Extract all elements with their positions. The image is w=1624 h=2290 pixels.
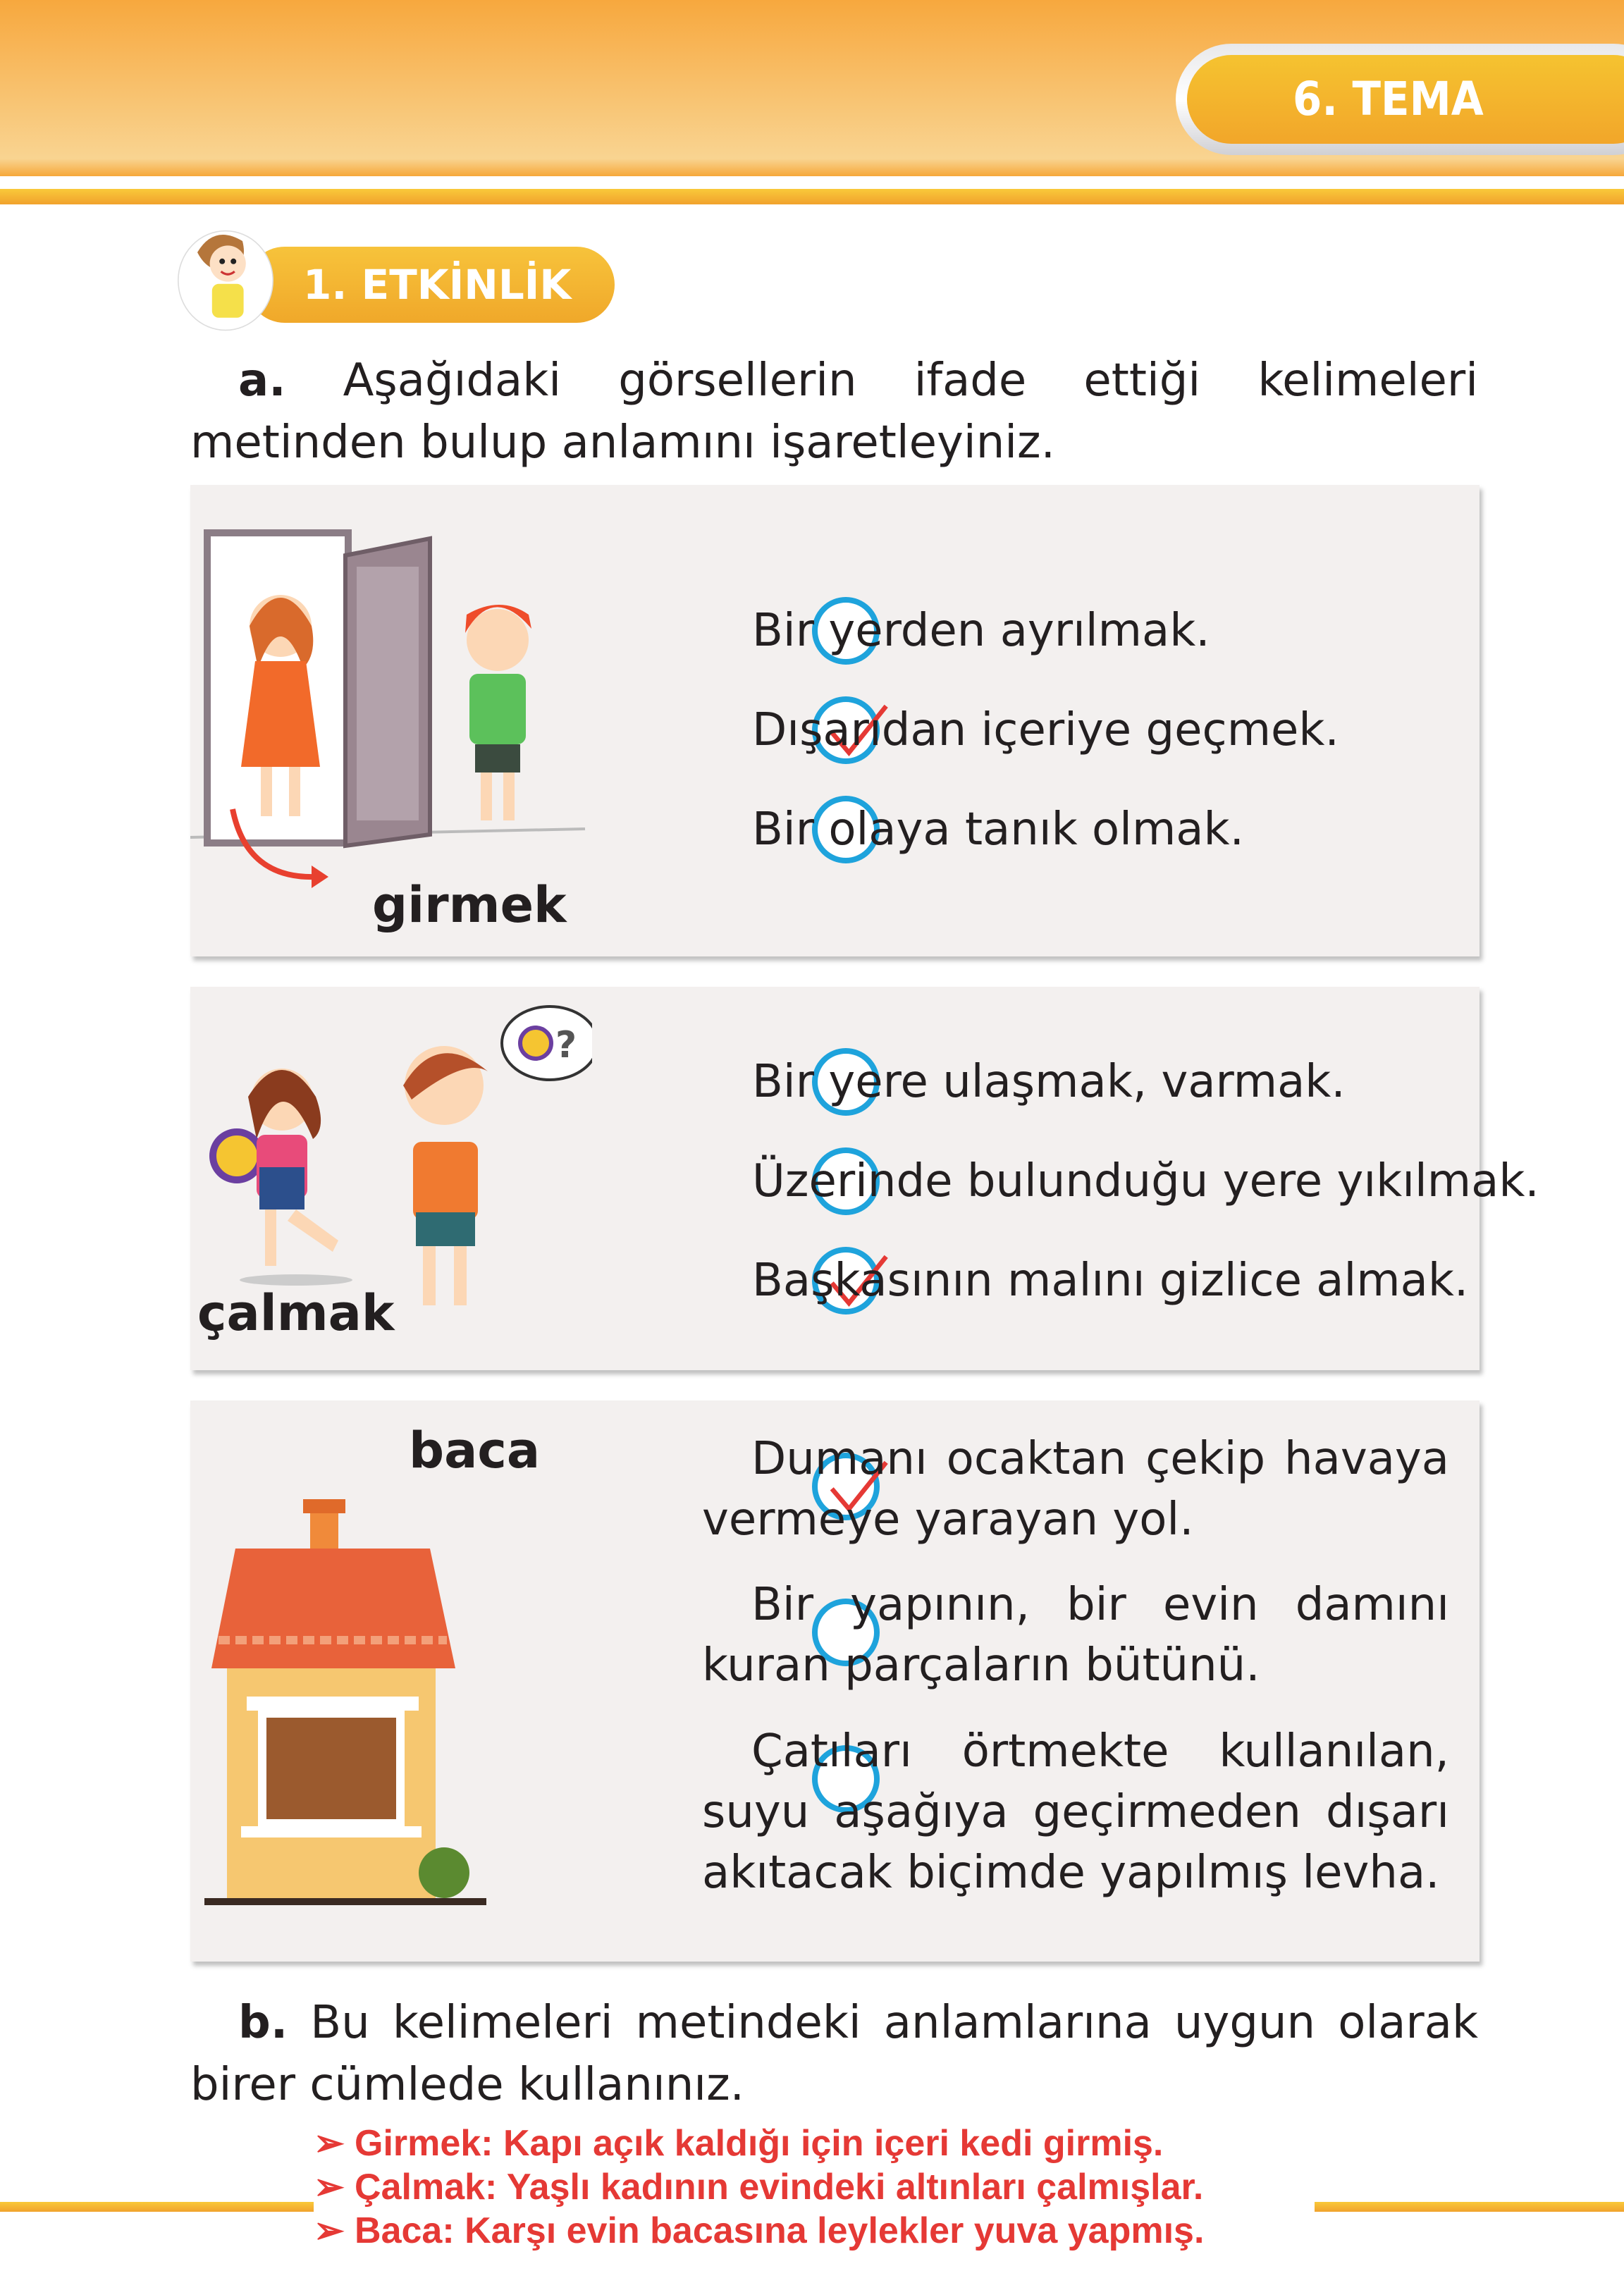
option-text: Çatıları örtmekte kullanılan, suyu aşağıya geçirmeden dışarı akıtacak biçimde yapılmış levha. [702,1725,1449,1899]
activity-title: 1. ETKİNLİK [303,261,572,309]
answer-item [314,2122,1315,2165]
answer-text: Girmek: Kapı açık kaldığı için içeri kedi girmiş. [355,2123,1164,2164]
svg-text:?: ? [555,1024,577,1066]
option-text: Dumanı ocaktan çekip havaya vermeye yarayan yol. [702,1433,1449,1546]
option-text: Dışarıdan içeriye geçmek. [752,704,1339,756]
door-kids-illustration [190,527,599,922]
word-label: baca [409,1422,541,1479]
item-card-calmak [190,987,1539,1370]
option-text: Bir yapının, bir evin damını kuran parçaların bütünü. [702,1579,1449,1692]
header-divider [0,189,1624,204]
answer-text: Baca: Karşı evin bacasına leylekler yuva yapmış. [355,2210,1205,2251]
option-text: Üzerinde bulunduğu yere yıkılmak. [752,1155,1539,1207]
option-text: Başkasının malını gizlice almak. [752,1255,1469,1307]
answers-list [314,2122,1315,2281]
answer-item [314,2209,1315,2253]
arrow-bullet-icon: ➢ [314,2210,355,2251]
instruction-b [190,1992,1478,2116]
part-b-label: b. [238,1997,288,2049]
arrow-bullet-icon: ➢ [314,2123,355,2164]
part-b-text: Bu kelimeleri metindeki anlamlarına uygun olarak birer cümlede kullanınız. [190,1997,1478,2111]
house-chimney-illustration [204,1492,599,1929]
option-text: Bir olaya tanık olmak. [752,804,1244,856]
instruction-a [190,350,1478,474]
part-a-label: a. [238,355,286,407]
answer-item [314,2165,1315,2209]
arrow-bullet-icon: ➢ [314,2167,355,2208]
word-label: çalmak [197,1284,395,1342]
part-a-text: Aşağıdaki görsellerin ifade ettiği kelimeleri metinden bulup anlamını işaretleyiniz. [190,355,1478,469]
answer-text: Çalmak: Yaşlı kadının evindeki altınları çalmışlar. [355,2167,1204,2208]
item-card-girmek [190,485,1480,956]
option-text: Bir yerden ayrılmak. [752,605,1210,657]
theme-badge [1176,44,1624,155]
item-card-baca [190,1401,1480,1962]
word-label: girmek [372,876,567,934]
theme-label: 6. TEMA [1187,55,1624,144]
option-text: Bir yere ulaşmak, varmak. [752,1056,1346,1108]
girl-mascot-icon [169,218,282,331]
activity-badge [247,247,615,323]
